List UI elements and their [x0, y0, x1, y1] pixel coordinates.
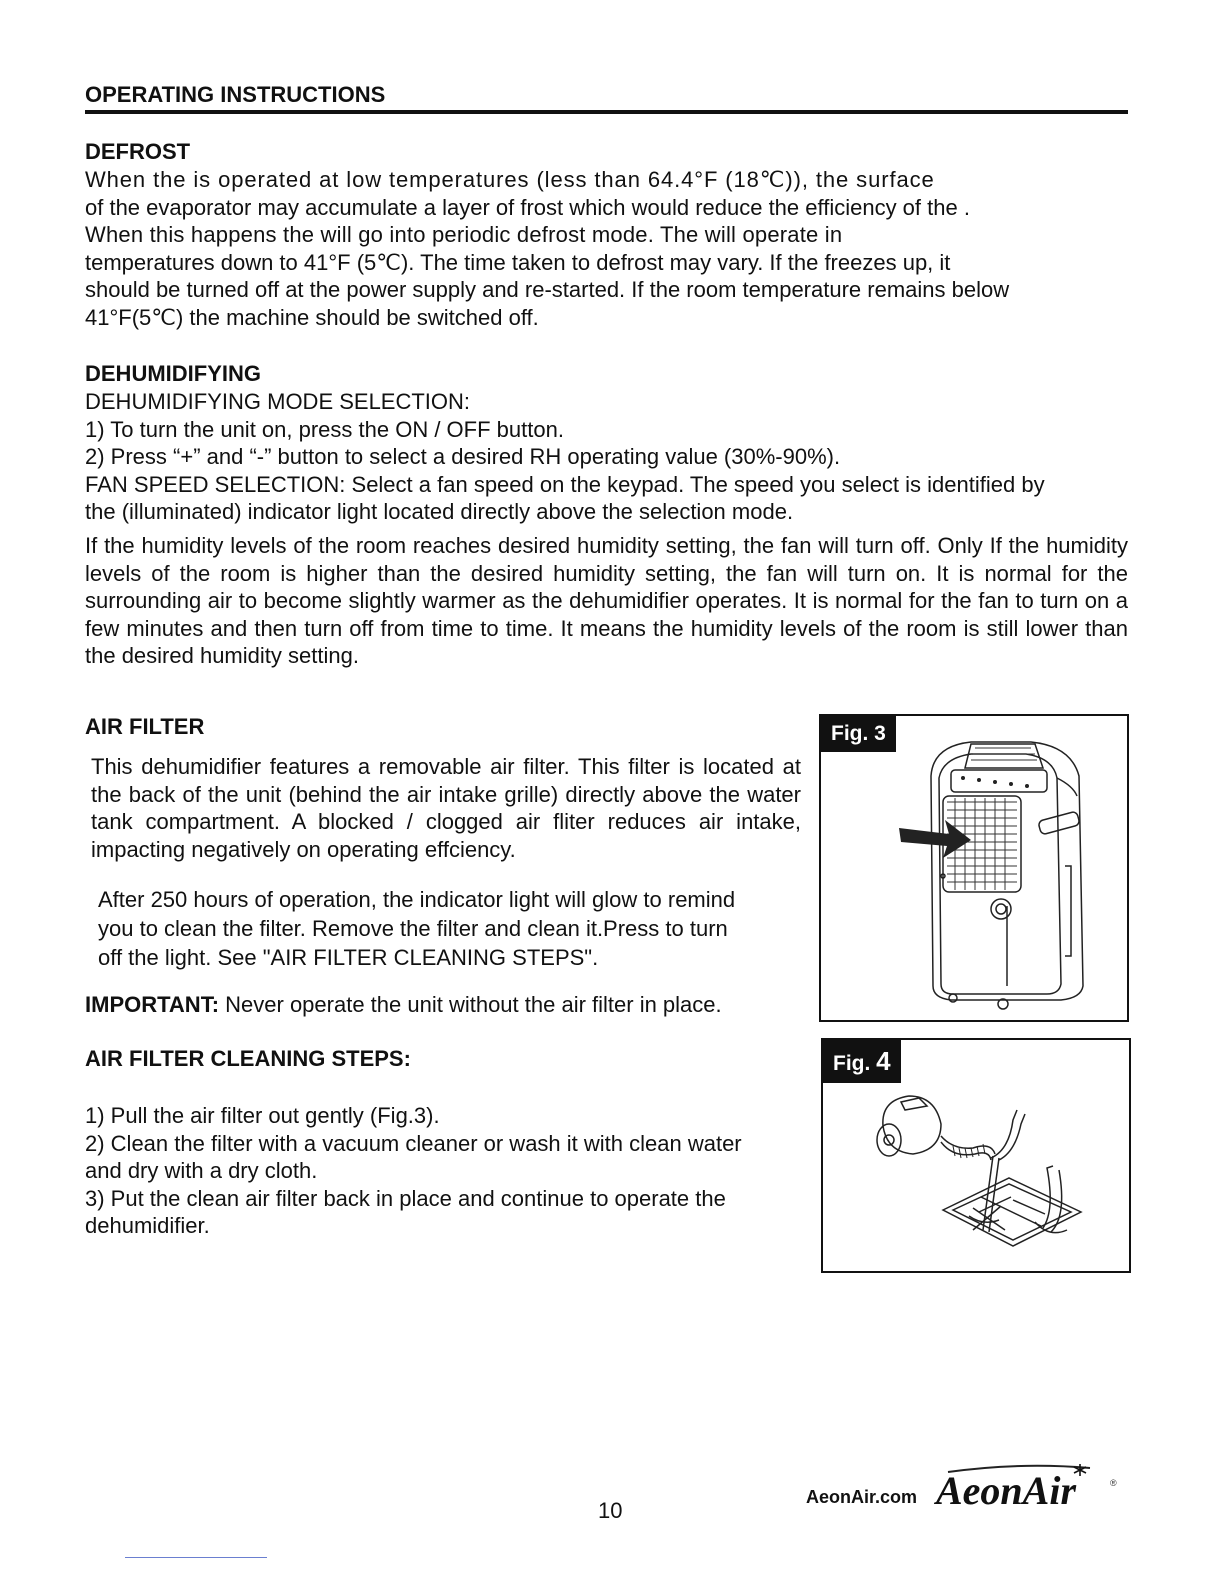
page-number: 10: [598, 1498, 623, 1523]
dehumidifier-illustration: [821, 716, 1127, 1020]
fan-speed-line-1: FAN SPEED SELECTION: Select a fan speed on the keypad. The speed you select is identified by: [85, 471, 1045, 497]
cleaning-steps-list: [85, 1102, 805, 1240]
important-label: IMPORTANT:: [85, 992, 220, 1017]
air-filter-paragraph-2: [98, 885, 788, 972]
defrost-line-3: When this happens the will go into periodic defrost mode. The will operate in: [85, 222, 843, 247]
aeonair-logo: [930, 1458, 1120, 1523]
important-note: [85, 991, 805, 1019]
footer-website: AeonAir.com: [806, 1487, 918, 1507]
air-filter-p2-line-1: After 250 hours of operation, the indicator light will glow to remind: [98, 887, 736, 912]
bottom-divider: [125, 1557, 267, 1558]
step-1-line: 1) To turn the unit on, press the ON / OFF button.: [85, 416, 564, 442]
figure-3: [819, 714, 1129, 1022]
important-text: Never operate the unit without the air filter in place.: [219, 992, 722, 1017]
cleaning-step-2-cont: and dry with a dry cloth.: [85, 1158, 318, 1183]
defrost-line-2: of the evaporator may accumulate a layer of frost which would reduce the efficiency of the .: [85, 194, 970, 220]
cleaning-steps-heading: AIR FILTER CLEANING STEPS:: [85, 1046, 411, 1071]
defrost-text: [85, 166, 1115, 331]
logo-text: AeonAir: [936, 1468, 1077, 1513]
figure-4-label-number: 4: [876, 1046, 891, 1076]
defrost-line-5: should be turned off at the power supply and re-started. If the room temperature remains below: [85, 277, 1010, 302]
dehumidifying-heading: DEHUMIDIFYING: [85, 361, 261, 386]
step-2-line: 2) Press “+” and “-” button to select a desired RH operating value (30%-90%).: [85, 444, 841, 469]
mode-selection-line: DEHUMIDIFYING MODE SELECTION:: [85, 389, 471, 414]
cleaning-step-3-cont: dehumidifier.: [85, 1213, 210, 1238]
cleaning-step-3: 3) Put the clean air filter back in place and continue to operate the: [85, 1185, 726, 1211]
dehumidifying-instructions: [85, 388, 1128, 526]
defrost-heading: DEFROST: [85, 139, 191, 164]
figure-3-label: Fig. 3: [821, 716, 896, 752]
cleaning-step-2: 2) Clean the filter with a vacuum cleaner or wash it with clean water: [85, 1130, 742, 1156]
defrost-line-6: 41°F(5℃) the machine should be switched off.: [85, 304, 539, 330]
air-filter-p2-line-3: off the light. See "AIR FILTER CLEANING STEPS".: [98, 945, 599, 970]
humidity-behavior-paragraph: If the humidity levels of the room reaches desired humidity setting, the fan will turn off. Only If the humidity levels of the room is higher than the desired humidity setting, the fan will turn on. It is normal for the surrounding air to become slightly warmer as the dehumidifier operates. It is normal for the fan to turn on a few minutes and then turn off from time to time. It means the humidity levels of the room is still lower than the desired humidity setting.: [85, 533, 1128, 668]
registered-mark: ®: [1110, 1478, 1117, 1488]
cleaning-step-1: 1) Pull the air filter out gently (Fig.3).: [85, 1103, 440, 1128]
air-filter-paragraph-1: This dehumidifier features a removable air filter. This filter is located at the back of the unit (behind the air intake grille) directly above the water tank compartment. A blocked / clogged air fliter reduces air intake, impacting negatively on operating effciency.: [91, 754, 801, 862]
defrost-line-4: temperatures down to 41°F (5℃). The time taken to defrost may vary. If the freezes up, it: [85, 249, 951, 275]
figure-4-label-prefix: Fig.: [833, 1052, 877, 1075]
vacuum-cleaning-illustration: [823, 1040, 1129, 1271]
fan-speed-line-2: the (illuminated) indicator light located directly above the selection mode.: [85, 499, 794, 524]
air-filter-p2-line-2: you to clean the filter. Remove the filter and clean it.Press to turn: [98, 916, 728, 941]
figure-4: [821, 1038, 1131, 1273]
page-title: OPERATING INSTRUCTIONS: [85, 82, 1128, 114]
defrost-line-1: When the is operated at low temperatures (less than 64.4°F (18℃)), the surface: [85, 167, 935, 192]
air-filter-heading: AIR FILTER: [85, 714, 205, 739]
